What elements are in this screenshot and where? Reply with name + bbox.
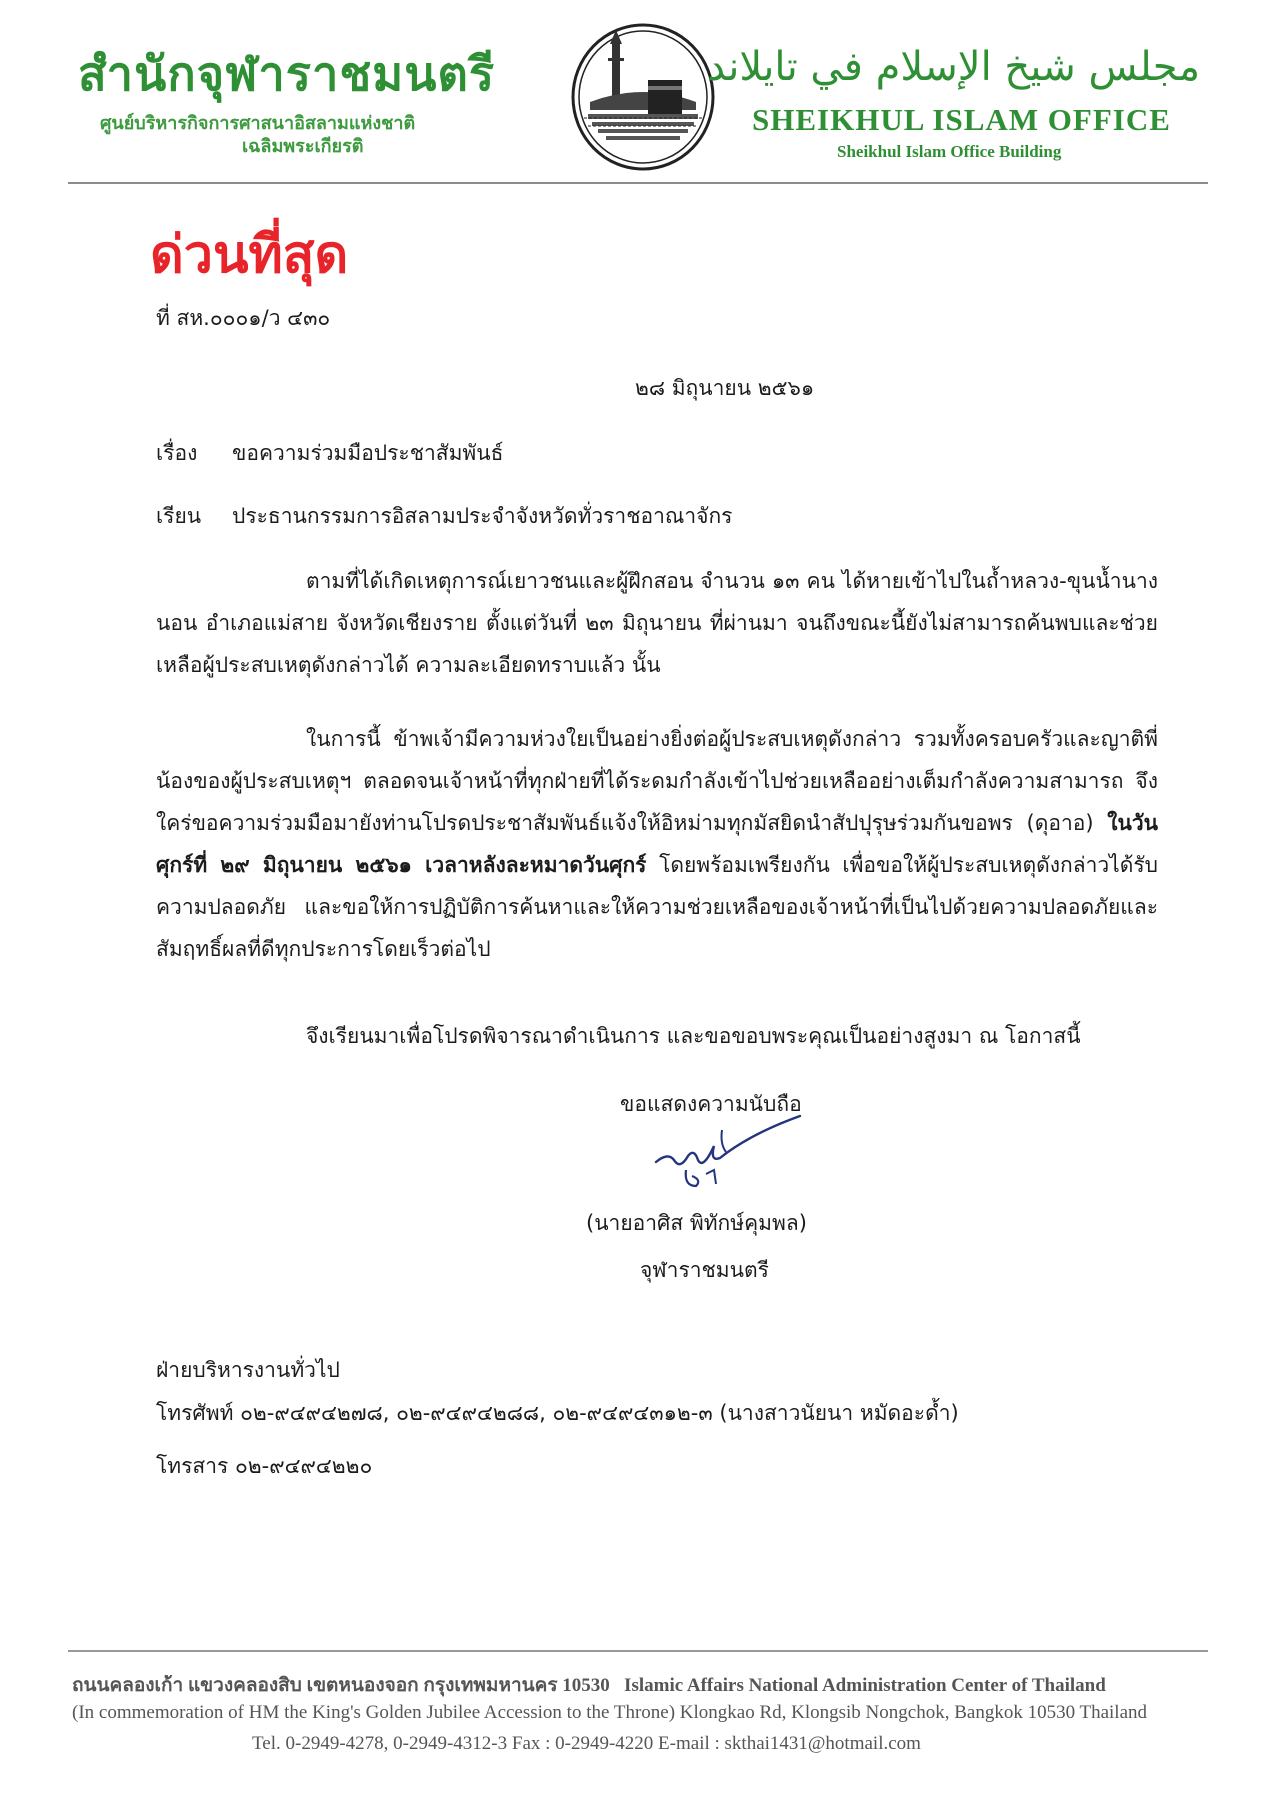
org-name-english: SHEIKHUL ISLAM OFFICE [752,102,1171,137]
addressee-text: ประธานกรรมการอิสลามประจำจังหวัดทั่วราชอาณาจักร [232,504,733,528]
building-name-english: Sheikhul Islam Office Building [837,142,1062,161]
paragraph-2-part-a: ในการนี้ ข้าพเจ้ามีความห่วงใยเป็นอย่างยิ่งต่อผู้ประสบเหตุดังกล่าว รวมทั้งครอบครัวและญาติพี่น้องของผู้ประสบเหตุฯ ตลอดจนเจ้าหน้าที่ทุกฝ่ายที่ได้ระดมกำลังเข้าไปช่วยเหลืออย่างเต็มกำลังความสามารถ จึงใคร่ขอความร่วมมือมายังท่านโปรดประชาสัมพันธ์แจ้งให้อิหม่ามทุกมัสยิดนำสัปปุรุษร่วมกันขอพร (ดุอาอ) [156,727,1158,835]
paragraph-2-text [156,718,1158,970]
signer-title: จุฬาราชมนตรี [640,1258,769,1282]
prayer-time-emphasis: ในวันศุกร์ที่ ๒๙ มิถุนายน ๒๕๖๑ เวลาหลังละหมาดวันศุกร์ [156,811,1158,877]
footer-address-line-1 [72,1670,1106,1700]
reference-number: ที่ สห.๐๐๐๑/ว ๔๓๐ [156,306,331,330]
closing-paragraph: จึงเรียนมาเพื่อโปรดพิจารณาดำเนินการ และขอขอบพระคุณเป็นอย่างสูงมา ณ โอกาสนี้ [306,1024,1081,1048]
org-name-thai: สำนักจุฬาราชมนตรี [78,47,496,102]
body-paragraph-2 [156,718,1158,970]
subject-label: เรื่อง [156,441,198,465]
contact-phone: โทรศัพท์ ๐๒-๙๔๙๔๒๗๘, ๐๒-๙๔๙๔๒๘๘, ๐๒-๙๔๙๔๓๑๒-๓ (นางสาวนัยนา หมัดอะด้ำ) [156,1401,959,1425]
letter-date: ๒๘ มิถุนายน ๒๕๖๑ [635,376,815,400]
org-name-arabic: مجلس شيخ الإسلام في تايلاند [707,44,1200,90]
header-divider [68,182,1208,184]
paragraph-1-text: ตามที่ได้เกิดเหตุการณ์เยาวชนและผู้ฝึกสอน จำนวน ๑๓ คน ได้หายเข้าไปในถ้ำหลวง-ขุนน้ำนางนอน อำเภอแม่สาย จังหวัดเชียงราย ตั้งแต่วันที่ ๒๓ มิถุนายน ที่ผ่านมา จนถึงขณะนี้ยังไม่สามารถค้นพบและช่วยเหลือผู้ประสบเหตุดังกล่าวได้ ความละเอียดทราบแล้ว นั้น [156,569,1158,677]
department: ฝ่ายบริหารงานทั่วไป [156,1358,340,1382]
contact-fax: โทรสาร ๐๒-๙๔๙๔๒๒๐ [156,1454,373,1478]
signer-name: (นายอาศิส พิทักษ์คุมพล) [586,1211,807,1235]
subject-text: ขอความร่วมมือประชาสัมพันธ์ [232,441,504,465]
signature [640,1100,810,1200]
mosque-seal-emblem [570,22,716,172]
urgency-label: ด่วนที่สุด [150,225,349,285]
closing-salutation: ขอแสดงความนับถือ [620,1092,802,1116]
body-paragraph-1 [156,560,1158,686]
org-subtitle-thai-2: เฉลิมพระเกียรติ [242,136,364,157]
org-subtitle-thai: ศูนย์บริหารกิจการศาสนาอิสลามแห่งชาติ [100,113,416,134]
paragraph-2-part-b: โดยพร้อมเพรียงกัน เพื่อขอให้ผู้ประสบเหตุดังกล่าวได้รับความปลอดภัย และขอให้การปฏิบัติการค้นหาและให้ความช่วยเหลือของเจ้าหน้าที่เป็นไปด้วยความปลอดภัยและสัมฤทธิ์ผลที่ดีทุกประการโดยเร็วต่อไป [156,853,1158,961]
footer-address-line-2: (In commemoration of HM the King's Golden Jubilee Accession to the Throne) Klongkao Rd, Klongsib Nongchok, Bangkok 10530 Thailand [72,1702,1148,1723]
footer-address-thai: ถนนคลองเก้า แขวงคลองสิบ เขตหนองจอก กรุงเทพมหานคร 10530 [72,1675,610,1696]
footer-contact-line: Tel. 0-2949-4278, 0-2949-4312-3 Fax : 0-2949-4220 E-mail : skthai1431@hotmail.com [252,1733,921,1754]
footer-divider [68,1650,1208,1652]
addressee-label: เรียน [156,504,202,528]
footer-center-name: Islamic Affairs National Administration Center of Thailand [624,1675,1106,1696]
